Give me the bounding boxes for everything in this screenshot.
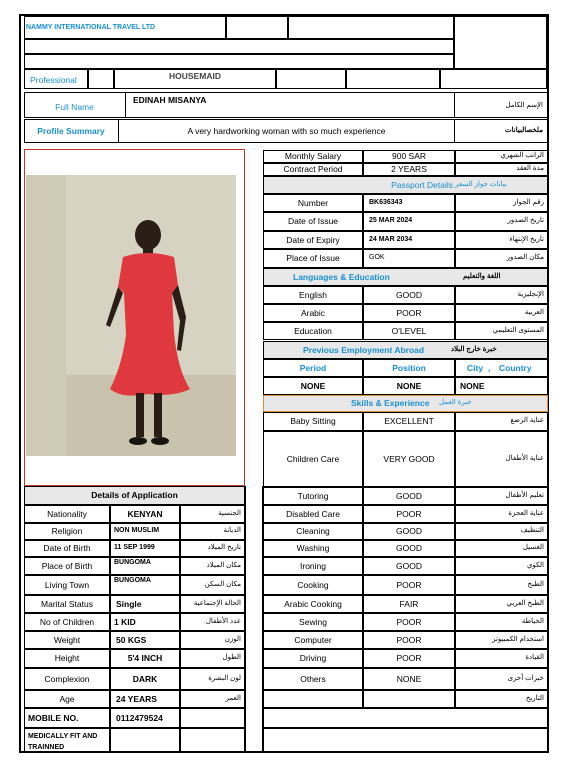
- row-value: GOOD: [396, 561, 422, 571]
- row-label: Ironing: [300, 561, 326, 571]
- row-label: Others: [300, 674, 326, 684]
- header-logo-cell: [454, 16, 547, 69]
- category-label: Professional: [30, 75, 77, 85]
- column-gap: [245, 486, 263, 753]
- table-cell: [263, 708, 548, 728]
- col-country: Country: [499, 363, 532, 373]
- passport-label-ar: تاريخ الصدور: [507, 217, 544, 224]
- table-cell: [363, 690, 455, 708]
- passport-label: Date of Issue: [287, 216, 339, 226]
- row-label: Tutoring: [297, 491, 329, 501]
- header-cell: [24, 39, 454, 54]
- detail-value: 5'4 INCH: [127, 653, 163, 663]
- languages-heading-en: Languages & Education: [293, 272, 390, 282]
- language-value: GOOD: [396, 290, 422, 300]
- detail-label: Place of Birth: [41, 561, 93, 571]
- passport-label-ar: تاريخ الإنتهاء: [509, 236, 544, 243]
- detail-value: Single: [116, 599, 142, 609]
- row-label-ar: التاريخ: [525, 695, 544, 702]
- row-label: Baby Sitting: [290, 416, 336, 426]
- detail-value: 24 YEARS: [116, 694, 157, 704]
- row-value: 2 YEARS: [391, 164, 427, 174]
- skills-heading-en: Skills & Experience: [351, 398, 430, 408]
- detail-label-ar: الديانة: [223, 527, 241, 534]
- passport-label: Place of Issue: [286, 253, 340, 263]
- detail-label: Nationality: [47, 509, 87, 519]
- detail-value: DARK: [132, 674, 158, 684]
- detail-label: Age: [59, 694, 75, 704]
- row-label: Cooking: [297, 580, 329, 590]
- header-cell: [276, 69, 346, 89]
- detail-label: Date of Birth: [43, 543, 91, 553]
- row-label-ar: الخياطة: [521, 618, 544, 625]
- header-cell: [88, 69, 114, 89]
- detail-label: Living Town: [44, 580, 90, 590]
- language-label: Arabic: [300, 308, 326, 318]
- employment-heading-ar: خبرة خارج البلاد: [451, 346, 497, 353]
- table-cell: [263, 690, 363, 708]
- language-label: English: [299, 290, 327, 300]
- passport-value: GOK: [369, 254, 385, 261]
- table-cell: [263, 728, 548, 753]
- table-cell: [110, 728, 180, 753]
- passport-label-ar: رقم الجواز: [513, 199, 544, 206]
- row-value: 900 SAR: [391, 151, 427, 161]
- passport-label-ar: مكان الصدور: [506, 254, 544, 261]
- detail-label-ar: الحالة الإجتماعية: [193, 600, 241, 607]
- row-value: POOR: [396, 635, 422, 645]
- detail-value: NON MUSLIM: [114, 527, 160, 534]
- row-label: Contract Period: [283, 164, 343, 174]
- row-label: Disabled Care: [286, 509, 340, 519]
- detail-label: MOBILE NO.: [28, 713, 79, 723]
- row-value: EXCELLENT: [384, 416, 434, 426]
- row-label: Sewing: [299, 617, 327, 627]
- detail-label-ar: مكان السكن: [204, 581, 241, 588]
- language-label: Education: [294, 326, 332, 336]
- row-value: POOR: [396, 509, 422, 519]
- candidate-photo: [26, 175, 236, 456]
- row-label-ar: خبرات أخرى: [507, 675, 544, 682]
- passport-label: Number: [297, 198, 329, 208]
- passport-value: BK636343: [369, 199, 403, 206]
- row-label-ar: عناية الرضع: [510, 417, 544, 424]
- row-value: GOOD: [396, 543, 422, 553]
- row-value: POOR: [396, 617, 422, 627]
- person-figure-icon: [26, 175, 236, 456]
- detail-label: Marital Status: [41, 599, 93, 609]
- table-cell: [180, 708, 245, 728]
- detail-label-ar: عدد الأطفال: [205, 618, 241, 625]
- row-value: GOOD: [396, 491, 422, 501]
- row-label: Arabic Cooking: [284, 599, 342, 609]
- detail-value: BUNGOMA: [114, 577, 151, 584]
- detail-value: BUNGOMA: [114, 559, 151, 566]
- row-label-ar: استخدام الكمبيوتر: [492, 636, 544, 643]
- position-title: HOUSEMAID: [169, 71, 221, 81]
- detail-value: KENYAN: [127, 509, 163, 519]
- row-value: POOR: [396, 653, 422, 663]
- table-cell: [180, 728, 245, 753]
- language-label-ar: العربية: [524, 309, 544, 316]
- row-value: VERY GOOD: [383, 454, 435, 464]
- detail-label-ar: تاريخ الميلاد: [207, 544, 241, 551]
- header-cell: [440, 69, 547, 89]
- row-label-ar: الكوي: [526, 562, 544, 569]
- detail-label: Complexion: [44, 674, 90, 684]
- summary-value: A very hardworking woman with so much experience: [187, 126, 386, 136]
- detail-label-ar: الطول: [222, 654, 241, 661]
- row-value: GOOD: [396, 526, 422, 536]
- passport-value: 24 MAR 2034: [369, 236, 413, 243]
- detail-label-ar: الجنسية: [218, 510, 241, 517]
- row-label-ar: الطبخ: [527, 581, 544, 588]
- detail-label: Religion: [51, 526, 83, 536]
- col-position: Position: [392, 363, 426, 373]
- details-heading: Details of Application: [91, 490, 178, 500]
- employment-period: NONE: [300, 381, 326, 391]
- header-cell: [226, 16, 288, 39]
- col-city: City: [467, 363, 484, 373]
- header-cell: [288, 16, 454, 39]
- col-sep: ,: [488, 363, 491, 373]
- full-name-label: Full Name: [55, 102, 94, 112]
- detail-label: Height: [54, 653, 80, 663]
- row-label-ar: التنظيف: [520, 527, 544, 534]
- detail-label: MEDICALLY FIT AND TRAINNED: [28, 733, 98, 751]
- row-label-ar: الطبخ العربي: [506, 600, 544, 607]
- language-value: O'LEVEL: [391, 326, 427, 336]
- header-cell: [24, 54, 454, 69]
- passport-heading-en: Passport Details: [391, 180, 453, 190]
- row-value: FAIR: [399, 599, 419, 609]
- header-cell: [346, 69, 440, 89]
- language-label-ar: الإنجليزية: [517, 291, 544, 298]
- detail-value: 11 SEP 1999: [114, 544, 155, 551]
- row-label: Washing: [296, 543, 330, 553]
- language-value: POOR: [396, 308, 422, 318]
- row-label: Monthly Salary: [284, 151, 342, 161]
- employment-position: NONE: [396, 381, 422, 391]
- detail-label-ar: الوزن: [224, 636, 241, 643]
- row-label-ar: عناية الأطفال: [505, 455, 544, 462]
- detail-value: 0112479524: [116, 713, 163, 723]
- row-label-ar: الغسيل: [522, 544, 544, 551]
- full-name-value: EDINAH MISANYA: [133, 95, 207, 105]
- full-name-ar: الإسم الكامل: [505, 102, 543, 109]
- detail-value: 1 KID: [114, 617, 136, 627]
- row-label-ar: الراتب الشهري: [500, 152, 544, 159]
- detail-label-ar: لون البشرة: [208, 675, 241, 682]
- passport-heading-ar: بيانات جواز السفر: [455, 181, 507, 188]
- row-label: Children Care: [286, 454, 340, 464]
- employment-city: NONE: [460, 381, 485, 391]
- row-label-ar: القيادة: [525, 654, 544, 661]
- agency-name: NAMMY INTERNATIONAL TRAVEL LTD: [26, 24, 156, 31]
- row-label: Computer: [294, 635, 332, 645]
- skills-heading-ar: خبرة العمل: [439, 399, 472, 406]
- row-label: Cleaning: [296, 526, 330, 536]
- row-value: POOR: [396, 580, 422, 590]
- row-label-ar: تعليم الأطفال: [505, 492, 544, 499]
- row-label: Driving: [299, 653, 327, 663]
- row-label-ar: عناية العجزة: [508, 510, 544, 517]
- passport-label: Date of Expiry: [286, 235, 340, 245]
- summary-label: Profile Summary: [37, 126, 105, 136]
- summary-ar: ملخصالبيانات: [505, 127, 543, 134]
- passport-value: 25 MAR 2024: [369, 217, 413, 224]
- languages-heading-ar: اللغة والتعليم: [463, 273, 501, 280]
- detail-value: 50 KGS: [116, 635, 147, 645]
- detail-label-ar: العمر: [225, 695, 241, 702]
- language-label-ar: المستوى التعليمي: [492, 327, 544, 334]
- row-value: NONE: [396, 674, 422, 684]
- employment-heading-en: Previous Employment Abroad: [303, 345, 425, 355]
- col-period: Period: [299, 363, 327, 373]
- detail-label-ar: مكان الميلاد: [206, 562, 241, 569]
- detail-label: No of Children: [39, 617, 95, 627]
- detail-label: Weight: [53, 635, 81, 645]
- row-label-ar: مدة العقد: [516, 165, 544, 172]
